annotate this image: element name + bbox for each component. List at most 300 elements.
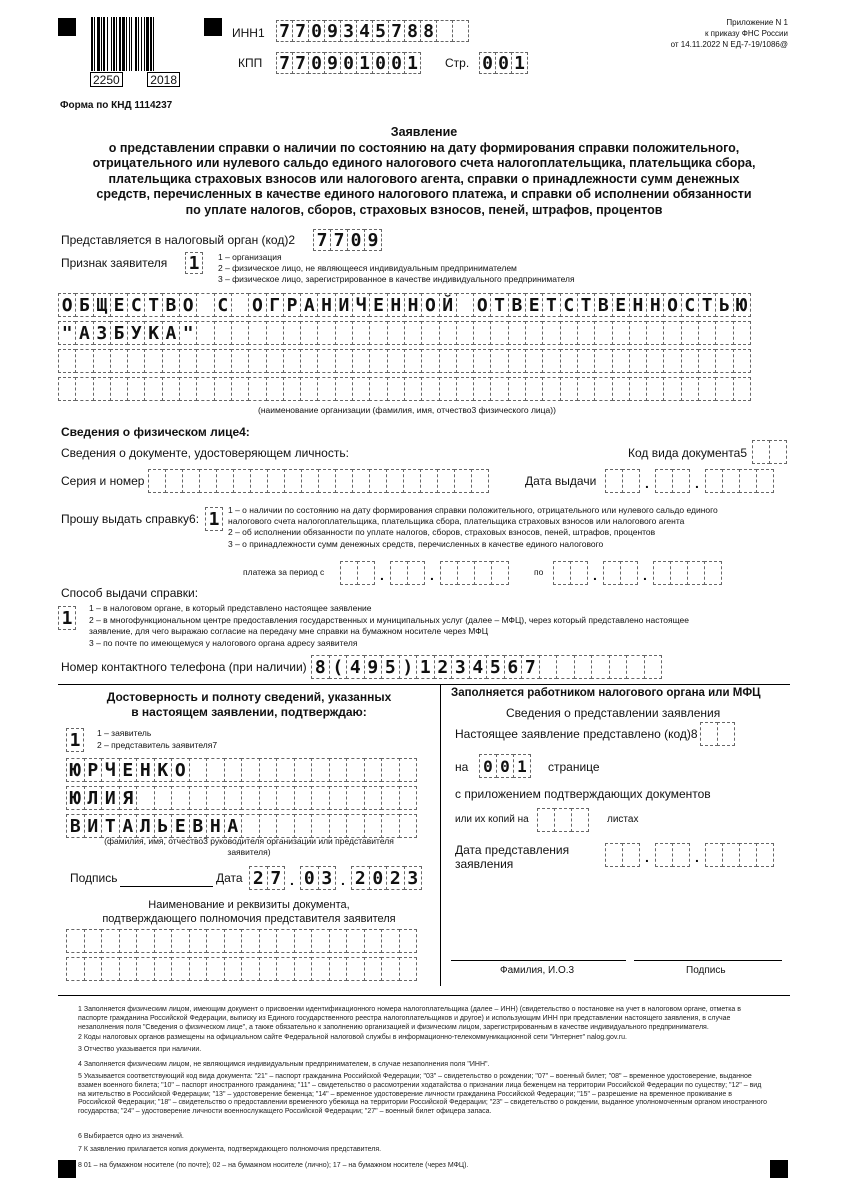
char-cell[interactable]: [473, 377, 491, 401]
char-cell[interactable]: [525, 321, 543, 345]
char-cell[interactable]: [644, 655, 663, 679]
char-cell[interactable]: [369, 377, 387, 401]
char-cell[interactable]: [542, 321, 560, 345]
applicant-date-field[interactable]: 2 7 . 0 3 . 2 0 2 3: [249, 866, 421, 890]
char-cell[interactable]: [248, 321, 266, 345]
char-cell[interactable]: [733, 377, 751, 401]
char-cell[interactable]: 1: [404, 52, 421, 74]
char-cell[interactable]: [715, 321, 733, 345]
char-cell[interactable]: 0: [496, 754, 514, 778]
char-cell[interactable]: 1: [205, 507, 223, 531]
char-cell[interactable]: 7: [292, 52, 309, 74]
char-cell[interactable]: К: [154, 758, 173, 782]
char-cell[interactable]: Е: [612, 293, 630, 317]
char-cell[interactable]: [241, 957, 260, 981]
char-cell[interactable]: З: [93, 321, 111, 345]
char-cell[interactable]: [672, 843, 690, 867]
char-cell[interactable]: [717, 722, 735, 746]
tax-organ-cells[interactable]: [313, 229, 381, 251]
char-cell[interactable]: Ю: [66, 786, 85, 810]
char-cell[interactable]: [154, 786, 173, 810]
last-name-cells[interactable]: [66, 758, 416, 782]
char-cell[interactable]: [364, 929, 383, 953]
char-cell[interactable]: [769, 440, 787, 464]
char-cell[interactable]: [127, 349, 145, 373]
char-cell[interactable]: 9: [364, 229, 382, 251]
char-cell[interactable]: [733, 349, 751, 373]
org-name-row-2[interactable]: [58, 321, 750, 345]
char-cell[interactable]: 0: [347, 229, 365, 251]
char-cell[interactable]: 7: [276, 52, 293, 74]
char-cell[interactable]: Е: [110, 293, 128, 317]
series-number-cells[interactable]: [148, 469, 488, 493]
char-cell[interactable]: 0: [340, 52, 357, 74]
char-cell[interactable]: [715, 377, 733, 401]
char-cell[interactable]: В: [189, 814, 208, 838]
char-cell[interactable]: [148, 469, 166, 493]
char-cell[interactable]: В: [508, 293, 526, 317]
char-cell[interactable]: [491, 561, 509, 585]
char-cell[interactable]: Е: [119, 758, 138, 782]
char-cell[interactable]: [231, 377, 249, 401]
char-cell[interactable]: [698, 349, 716, 373]
char-cell[interactable]: [508, 349, 526, 373]
char-cell[interactable]: [700, 722, 718, 746]
office-date-field[interactable]: . .: [605, 843, 773, 867]
char-cell[interactable]: А: [224, 814, 243, 838]
char-cell[interactable]: [605, 843, 623, 867]
char-cell[interactable]: [179, 377, 197, 401]
char-cell[interactable]: 5: [372, 20, 389, 42]
char-cell[interactable]: Р: [84, 758, 103, 782]
char-cell[interactable]: [119, 929, 138, 953]
char-cell[interactable]: 1: [416, 655, 435, 679]
char-cell[interactable]: [294, 758, 313, 782]
char-cell[interactable]: [490, 349, 508, 373]
char-cell[interactable]: [224, 929, 243, 953]
char-cell[interactable]: 9: [324, 20, 341, 42]
char-cell[interactable]: [231, 321, 249, 345]
char-cell[interactable]: 7: [388, 20, 405, 42]
char-cell[interactable]: 3: [340, 20, 357, 42]
char-cell[interactable]: [335, 469, 353, 493]
char-cell[interactable]: [283, 321, 301, 345]
char-cell[interactable]: [266, 349, 284, 373]
char-cell[interactable]: [670, 561, 688, 585]
char-cell[interactable]: [283, 377, 301, 401]
char-cell[interactable]: [407, 561, 425, 585]
char-cell[interactable]: Т: [542, 293, 560, 317]
char-cell[interactable]: Н: [646, 293, 664, 317]
applicant-signature-line[interactable]: [120, 886, 213, 887]
char-cell[interactable]: [381, 929, 400, 953]
char-cell[interactable]: [539, 655, 558, 679]
char-cell[interactable]: [93, 349, 111, 373]
char-cell[interactable]: 0: [308, 20, 325, 42]
char-cell[interactable]: [259, 929, 278, 953]
char-cell[interactable]: [101, 929, 120, 953]
char-cell[interactable]: 7: [313, 229, 331, 251]
char-cell[interactable]: В: [66, 814, 85, 838]
char-cell[interactable]: [276, 758, 295, 782]
char-cell[interactable]: [436, 20, 453, 42]
char-cell[interactable]: [577, 321, 595, 345]
char-cell[interactable]: Л: [136, 814, 155, 838]
char-cell[interactable]: [571, 808, 589, 832]
char-cell[interactable]: [399, 957, 418, 981]
char-cell[interactable]: Т: [490, 293, 508, 317]
char-cell[interactable]: [577, 377, 595, 401]
char-cell[interactable]: [663, 377, 681, 401]
char-cell[interactable]: 0: [495, 52, 512, 74]
char-cell[interactable]: [364, 786, 383, 810]
char-cell[interactable]: А: [162, 321, 180, 345]
org-name-row-3[interactable]: [58, 349, 750, 373]
char-cell[interactable]: [369, 469, 387, 493]
char-cell[interactable]: [381, 758, 400, 782]
char-cell[interactable]: [311, 957, 330, 981]
char-cell[interactable]: 3: [318, 866, 337, 890]
char-cell[interactable]: [206, 786, 225, 810]
office-sheets-cells[interactable]: [537, 808, 588, 832]
char-cell[interactable]: Н: [387, 293, 405, 317]
char-cell[interactable]: Ь: [154, 814, 173, 838]
char-cell[interactable]: [154, 929, 173, 953]
char-cell[interactable]: [144, 349, 162, 373]
applicant-sign-cell[interactable]: [185, 252, 202, 274]
char-cell[interactable]: [560, 377, 578, 401]
char-cell[interactable]: [196, 293, 214, 317]
char-cell[interactable]: [560, 321, 578, 345]
char-cell[interactable]: [259, 957, 278, 981]
char-cell[interactable]: ): [399, 655, 418, 679]
char-cell[interactable]: [224, 957, 243, 981]
char-cell[interactable]: С: [681, 293, 699, 317]
char-cell[interactable]: [456, 377, 474, 401]
char-cell[interactable]: Р: [283, 293, 301, 317]
char-cell[interactable]: [196, 377, 214, 401]
char-cell[interactable]: [387, 321, 405, 345]
authority-doc-row-2[interactable]: [66, 957, 416, 981]
char-cell[interactable]: Ч: [101, 758, 120, 782]
char-cell[interactable]: [404, 349, 422, 373]
char-cell[interactable]: [381, 957, 400, 981]
char-cell[interactable]: С: [560, 293, 578, 317]
char-cell[interactable]: [663, 321, 681, 345]
char-cell[interactable]: (: [329, 655, 348, 679]
char-cell[interactable]: [294, 957, 313, 981]
patronymic-cells[interactable]: [66, 814, 416, 838]
char-cell[interactable]: 3: [404, 866, 423, 890]
char-cell[interactable]: 2: [434, 655, 453, 679]
char-cell[interactable]: [622, 469, 640, 493]
char-cell[interactable]: [454, 469, 472, 493]
char-cell[interactable]: [196, 321, 214, 345]
char-cell[interactable]: [591, 655, 610, 679]
char-cell[interactable]: [346, 786, 365, 810]
char-cell[interactable]: [399, 814, 418, 838]
char-cell[interactable]: [276, 786, 295, 810]
char-cell[interactable]: [335, 349, 353, 373]
char-cell[interactable]: [364, 814, 383, 838]
char-cell[interactable]: Н: [629, 293, 647, 317]
char-cell[interactable]: [508, 321, 526, 345]
char-cell[interactable]: [171, 786, 190, 810]
char-cell[interactable]: [612, 349, 630, 373]
char-cell[interactable]: [403, 469, 421, 493]
char-cell[interactable]: [66, 957, 85, 981]
char-cell[interactable]: Н: [317, 293, 335, 317]
char-cell[interactable]: [357, 561, 375, 585]
char-cell[interactable]: О: [171, 758, 190, 782]
char-cell[interactable]: А: [119, 814, 138, 838]
char-cell[interactable]: [437, 469, 455, 493]
org-name-row-1[interactable]: [58, 293, 750, 317]
char-cell[interactable]: Ю: [733, 293, 751, 317]
char-cell[interactable]: [346, 929, 365, 953]
char-cell[interactable]: [381, 786, 400, 810]
authority-doc-row-1[interactable]: [66, 929, 416, 953]
char-cell[interactable]: [58, 377, 76, 401]
char-cell[interactable]: [136, 957, 155, 981]
char-cell[interactable]: [224, 758, 243, 782]
inn-cells[interactable]: [276, 20, 468, 42]
char-cell[interactable]: [681, 321, 699, 345]
char-cell[interactable]: [241, 929, 260, 953]
char-cell[interactable]: [335, 321, 353, 345]
char-cell[interactable]: 6: [504, 655, 523, 679]
char-cell[interactable]: [110, 349, 128, 373]
char-cell[interactable]: И: [101, 786, 120, 810]
char-cell[interactable]: 0: [369, 866, 388, 890]
char-cell[interactable]: [594, 349, 612, 373]
char-cell[interactable]: [84, 957, 103, 981]
char-cell[interactable]: [259, 758, 278, 782]
char-cell[interactable]: [471, 469, 489, 493]
char-cell[interactable]: [655, 469, 673, 493]
char-cell[interactable]: [214, 349, 232, 373]
char-cell[interactable]: [452, 20, 469, 42]
char-cell[interactable]: 2: [351, 866, 370, 890]
char-cell[interactable]: [233, 469, 251, 493]
char-cell[interactable]: [508, 377, 526, 401]
char-cell[interactable]: [84, 929, 103, 953]
char-cell[interactable]: [136, 929, 155, 953]
char-cell[interactable]: [136, 786, 155, 810]
char-cell[interactable]: [421, 377, 439, 401]
char-cell[interactable]: Т: [101, 814, 120, 838]
char-cell[interactable]: [369, 321, 387, 345]
char-cell[interactable]: 1: [513, 754, 531, 778]
office-code-cells[interactable]: [700, 722, 734, 746]
char-cell[interactable]: [722, 843, 740, 867]
char-cell[interactable]: [525, 349, 543, 373]
char-cell[interactable]: [655, 843, 673, 867]
char-cell[interactable]: [473, 321, 491, 345]
char-cell[interactable]: [165, 469, 183, 493]
char-cell[interactable]: [162, 377, 180, 401]
char-cell[interactable]: [704, 561, 722, 585]
char-cell[interactable]: [440, 561, 458, 585]
char-cell[interactable]: [646, 349, 664, 373]
char-cell[interactable]: [715, 349, 733, 373]
char-cell[interactable]: О: [248, 293, 266, 317]
char-cell[interactable]: [553, 561, 571, 585]
char-cell[interactable]: [456, 349, 474, 373]
char-cell[interactable]: [456, 321, 474, 345]
char-cell[interactable]: [439, 349, 457, 373]
char-cell[interactable]: [381, 814, 400, 838]
char-cell[interactable]: [386, 469, 404, 493]
char-cell[interactable]: [101, 957, 120, 981]
char-cell[interactable]: [317, 377, 335, 401]
char-cell[interactable]: [629, 377, 647, 401]
char-cell[interactable]: [224, 786, 243, 810]
char-cell[interactable]: [318, 469, 336, 493]
char-cell[interactable]: [681, 377, 699, 401]
char-cell[interactable]: [329, 929, 348, 953]
char-cell[interactable]: [457, 561, 475, 585]
char-cell[interactable]: 7: [267, 866, 286, 890]
org-name-row-4[interactable]: [58, 377, 750, 401]
delivery-cell[interactable]: [58, 606, 75, 630]
char-cell[interactable]: [646, 377, 664, 401]
char-cell[interactable]: [284, 469, 302, 493]
char-cell[interactable]: [182, 469, 200, 493]
char-cell[interactable]: ": [58, 321, 76, 345]
doc-code-cells[interactable]: [752, 440, 786, 464]
char-cell[interactable]: 0: [300, 866, 319, 890]
char-cell[interactable]: [189, 786, 208, 810]
char-cell[interactable]: О: [473, 293, 491, 317]
char-cell[interactable]: О: [179, 293, 197, 317]
char-cell[interactable]: [179, 349, 197, 373]
char-cell[interactable]: [216, 469, 234, 493]
char-cell[interactable]: [681, 349, 699, 373]
char-cell[interactable]: И: [84, 814, 103, 838]
char-cell[interactable]: [629, 321, 647, 345]
char-cell[interactable]: [162, 349, 180, 373]
char-cell[interactable]: [110, 377, 128, 401]
char-cell[interactable]: [404, 377, 422, 401]
char-cell[interactable]: [733, 321, 751, 345]
char-cell[interactable]: [369, 349, 387, 373]
char-cell[interactable]: [570, 561, 588, 585]
char-cell[interactable]: [93, 377, 111, 401]
char-cell[interactable]: [542, 377, 560, 401]
char-cell[interactable]: [739, 469, 757, 493]
char-cell[interactable]: [399, 758, 418, 782]
char-cell[interactable]: Ь: [715, 293, 733, 317]
char-cell[interactable]: [189, 957, 208, 981]
char-cell[interactable]: [439, 377, 457, 401]
char-cell[interactable]: [311, 786, 330, 810]
char-cell[interactable]: 9: [364, 655, 383, 679]
char-cell[interactable]: [276, 957, 295, 981]
char-cell[interactable]: [75, 377, 93, 401]
office-pages-cells[interactable]: [479, 754, 530, 778]
char-cell[interactable]: Щ: [93, 293, 111, 317]
char-cell[interactable]: Н: [206, 814, 225, 838]
char-cell[interactable]: [259, 786, 278, 810]
char-cell[interactable]: [189, 929, 208, 953]
char-cell[interactable]: [241, 786, 260, 810]
char-cell[interactable]: [199, 469, 217, 493]
char-cell[interactable]: [276, 929, 295, 953]
char-cell[interactable]: [646, 321, 664, 345]
char-cell[interactable]: [267, 469, 285, 493]
char-cell[interactable]: 8: [420, 20, 437, 42]
char-cell[interactable]: [473, 349, 491, 373]
char-cell[interactable]: [687, 561, 705, 585]
char-cell[interactable]: 4: [356, 20, 373, 42]
char-cell[interactable]: [241, 814, 260, 838]
char-cell[interactable]: [698, 321, 716, 345]
char-cell[interactable]: [620, 561, 638, 585]
char-cell[interactable]: Г: [266, 293, 284, 317]
char-cell[interactable]: [352, 321, 370, 345]
char-cell[interactable]: [542, 349, 560, 373]
char-cell[interactable]: [364, 758, 383, 782]
char-cell[interactable]: А: [300, 293, 318, 317]
char-cell[interactable]: [300, 349, 318, 373]
char-cell[interactable]: [698, 377, 716, 401]
char-cell[interactable]: [346, 758, 365, 782]
char-cell[interactable]: [58, 349, 76, 373]
char-cell[interactable]: [756, 843, 774, 867]
char-cell[interactable]: [421, 349, 439, 373]
char-cell[interactable]: [311, 929, 330, 953]
char-cell[interactable]: [340, 561, 358, 585]
char-cell[interactable]: [346, 814, 365, 838]
char-cell[interactable]: [629, 349, 647, 373]
char-cell[interactable]: 5: [381, 655, 400, 679]
period-to-date[interactable]: . .: [553, 561, 721, 585]
char-cell[interactable]: [399, 786, 418, 810]
char-cell[interactable]: 4: [469, 655, 488, 679]
char-cell[interactable]: [300, 377, 318, 401]
char-cell[interactable]: Е: [369, 293, 387, 317]
char-cell[interactable]: 7: [330, 229, 348, 251]
char-cell[interactable]: О: [663, 293, 681, 317]
char-cell[interactable]: [739, 843, 757, 867]
char-cell[interactable]: Т: [698, 293, 716, 317]
char-cell[interactable]: [329, 814, 348, 838]
char-cell[interactable]: Б: [110, 321, 128, 345]
char-cell[interactable]: В: [162, 293, 180, 317]
char-cell[interactable]: [329, 957, 348, 981]
char-cell[interactable]: [206, 929, 225, 953]
char-cell[interactable]: [439, 321, 457, 345]
issue-date-field[interactable]: . .: [605, 469, 773, 493]
char-cell[interactable]: [346, 957, 365, 981]
office-signature-line[interactable]: [634, 960, 782, 961]
char-cell[interactable]: [300, 321, 318, 345]
char-cell[interactable]: Ч: [352, 293, 370, 317]
char-cell[interactable]: 7: [292, 20, 309, 42]
char-cell[interactable]: 7: [276, 20, 293, 42]
char-cell[interactable]: [722, 469, 740, 493]
period-from-date[interactable]: . .: [340, 561, 508, 585]
char-cell[interactable]: [594, 377, 612, 401]
char-cell[interactable]: [390, 561, 408, 585]
char-cell[interactable]: [259, 814, 278, 838]
char-cell[interactable]: [329, 786, 348, 810]
char-cell[interactable]: [609, 655, 628, 679]
page-cells[interactable]: [479, 52, 527, 74]
phone-cells[interactable]: [311, 655, 661, 679]
char-cell[interactable]: 5: [486, 655, 505, 679]
